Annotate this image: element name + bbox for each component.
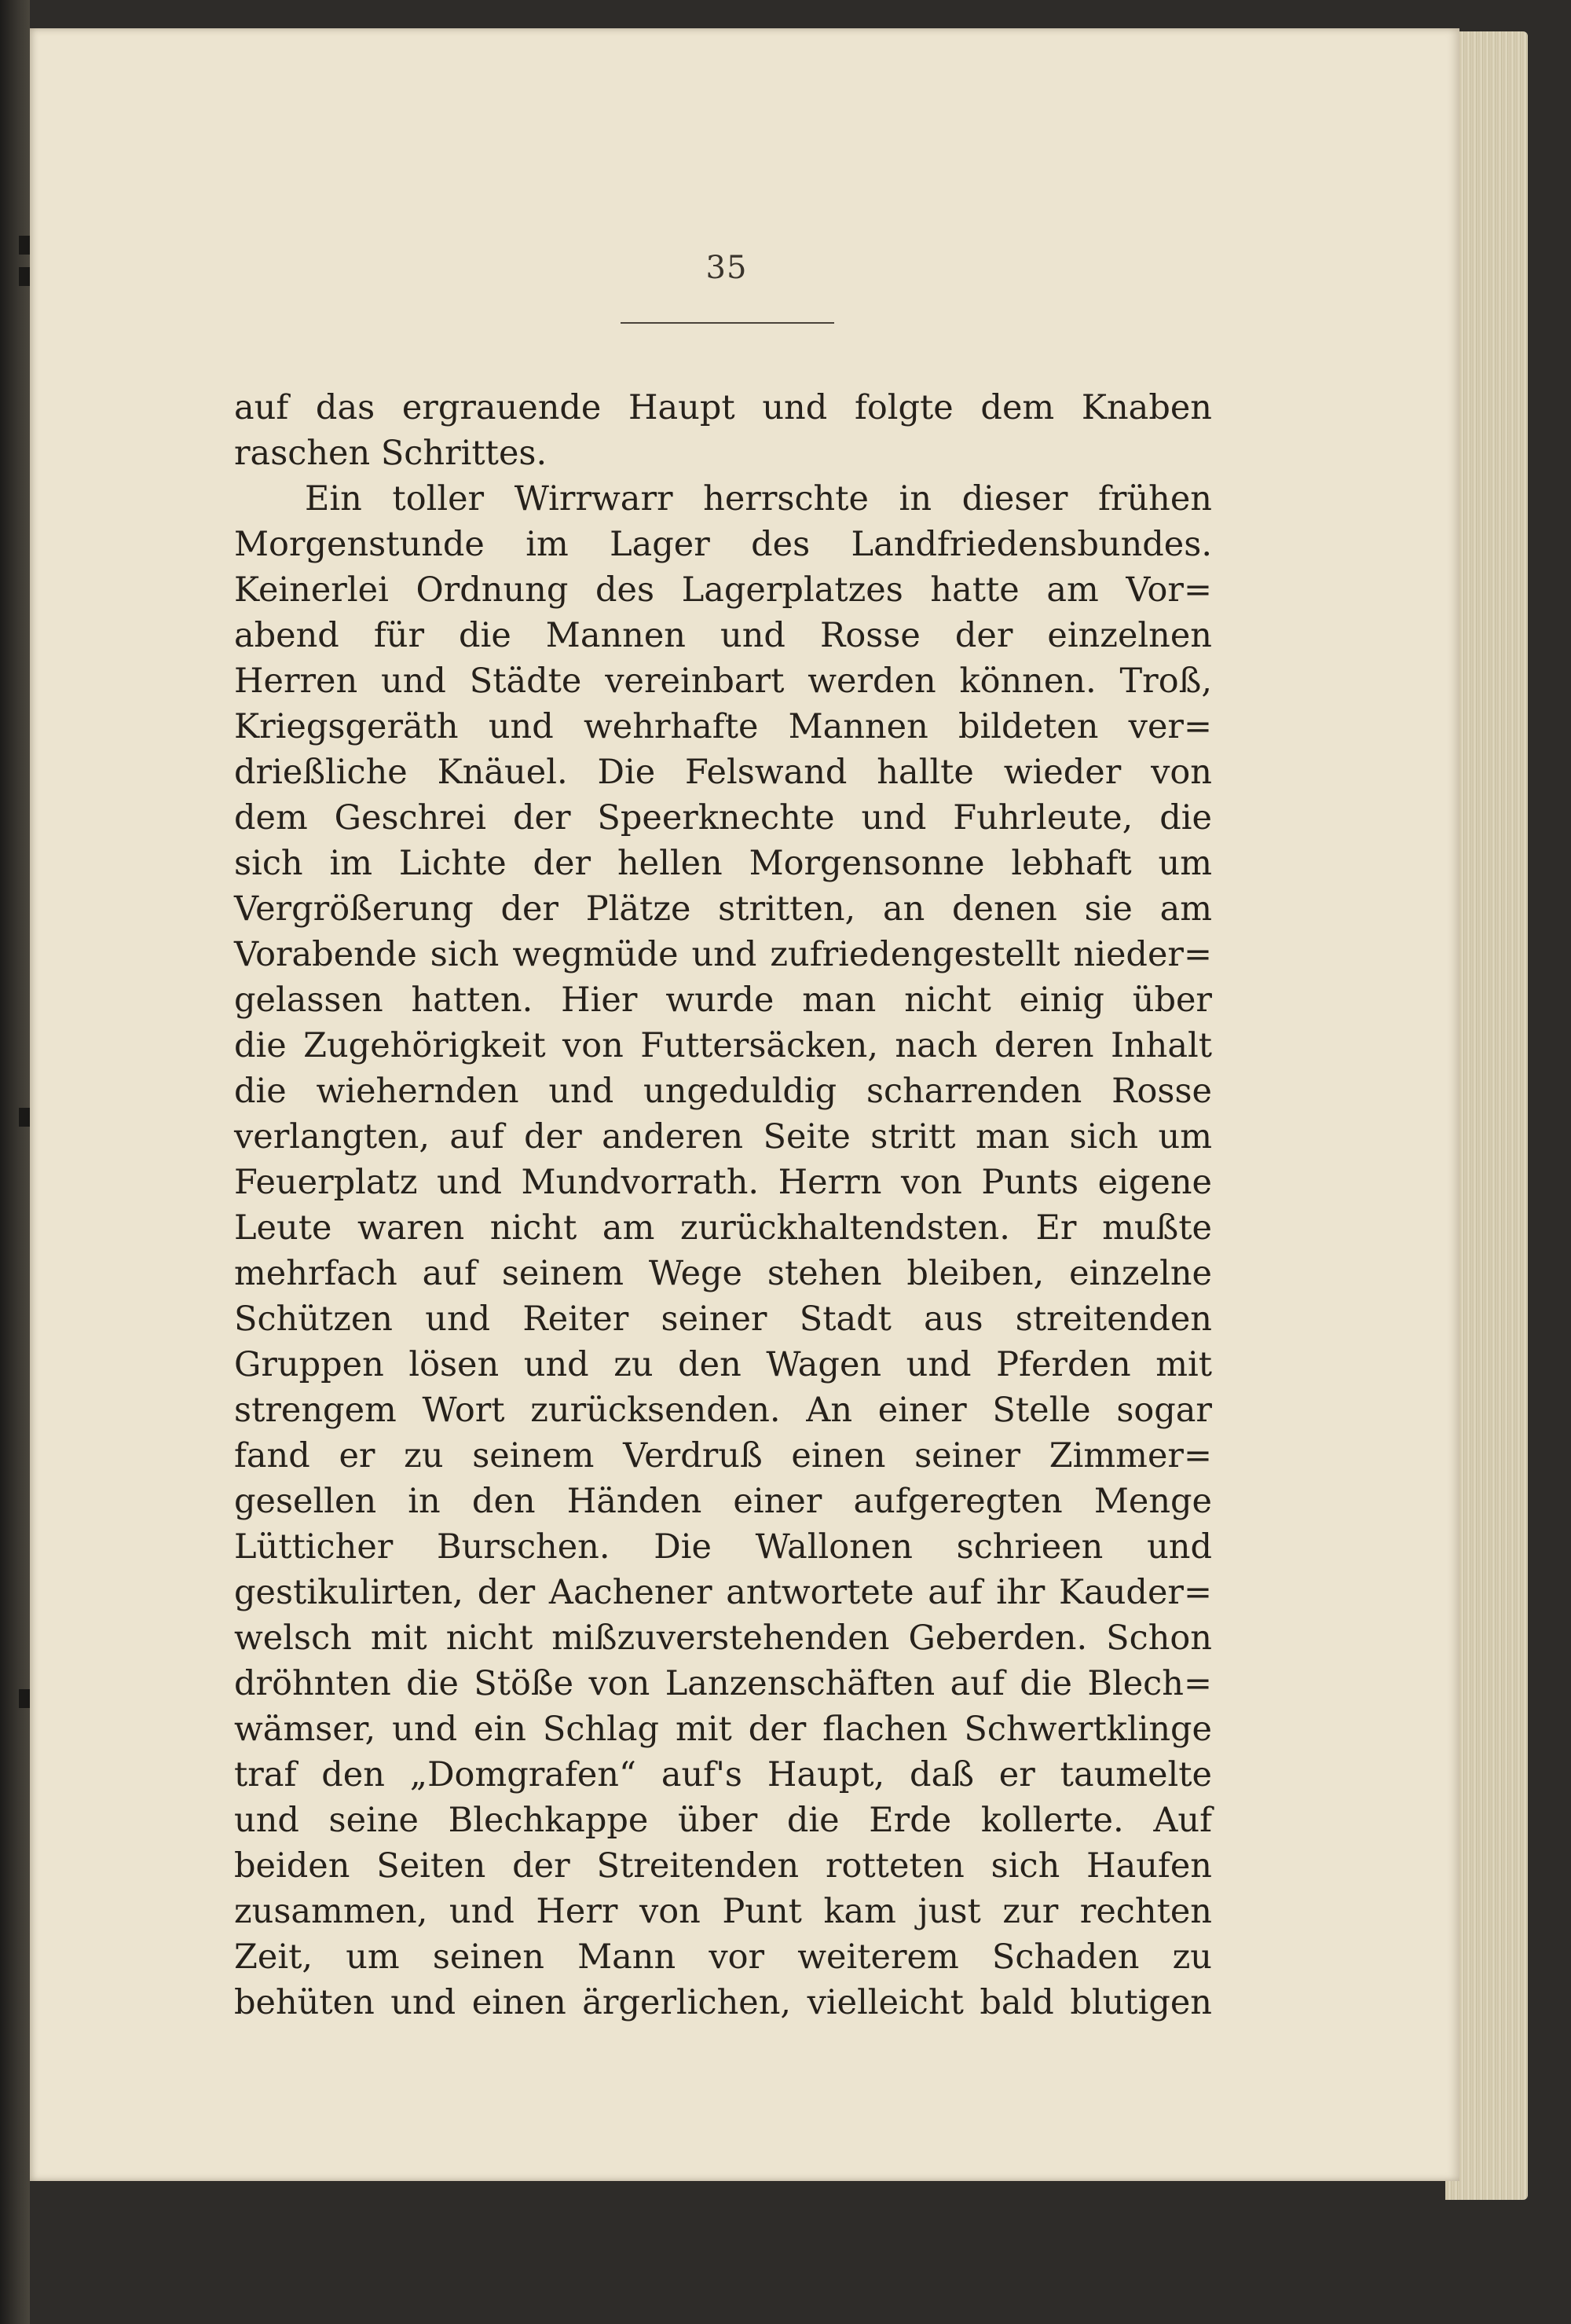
text-line: Zeit, um seinen Mann vor weiterem Schaden zu	[234, 1937, 1212, 1977]
body-text	[234, 385, 1212, 2025]
text-line: raschen Schrittes.	[234, 434, 547, 473]
text-line: dröhnten die Stöße von Lanzenschäften auf die Blech=	[234, 1664, 1212, 1703]
book-binding	[0, 0, 30, 2324]
text-line: gestikulirten, der Aachener antwortete auf ihr Kauder=	[234, 1573, 1212, 1612]
text-line: Schützen und Reiter seiner Stadt aus streitenden	[234, 1299, 1212, 1339]
text-line: Leute waren nicht am zurückhaltendsten. Er mußte	[234, 1208, 1212, 1248]
binding-tab	[19, 1689, 30, 1708]
text-line: drießliche Knäuel. Die Felswand hallte wieder von	[234, 753, 1212, 792]
text-line: beiden Seiten der Streitenden rotteten sich Haufen	[234, 1846, 1212, 1886]
binding-tab	[19, 236, 30, 255]
text-line: die Zugehörigkeit von Futtersäcken, nach deren Inhalt	[234, 1026, 1212, 1065]
text-line: verlangten, auf der anderen Seite stritt man sich um	[234, 1117, 1212, 1157]
text-line: die wiehernden und ungeduldig scharrenden Rosse	[234, 1072, 1212, 1111]
text-line: traf den „Domgrafen“ auf's Haupt, daß er taumelte	[234, 1755, 1212, 1794]
text-line: auf das ergrauende Haupt und folgte dem Knaben	[234, 388, 1212, 427]
binding-tab	[19, 267, 30, 286]
page-number: 35	[705, 250, 748, 286]
text-line: sich im Lichte der hellen Morgensonne lebhaft um	[234, 844, 1212, 883]
text-line: Ein toller Wirrwarr herrschte in dieser frühen	[305, 479, 1212, 519]
text-line: Lütticher Burschen. Die Wallonen schrieen und	[234, 1527, 1212, 1567]
text-line: Morgenstunde im Lager des Landfriedensbundes.	[234, 525, 1212, 564]
text-line: abend für die Mannen und Rosse der einzelnen	[234, 616, 1212, 655]
text-line: Gruppen lösen und zu den Wagen und Pferden mit	[234, 1345, 1212, 1384]
text-line: fand er zu seinem Verdruß einen seiner Zimmer=	[234, 1436, 1212, 1475]
text-line: welsch mit nicht mißzuverstehenden Geberden. Schon	[234, 1618, 1212, 1658]
text-line: mehrfach auf seinem Wege stehen bleiben, einzelne	[234, 1254, 1212, 1293]
text-line: behüten und einen ärgerlichen, vielleicht bald blutigen	[234, 1983, 1212, 2022]
text-line: und seine Blechkappe über die Erde kollerte. Auf	[234, 1801, 1212, 1840]
text-line: strengem Wort zurücksenden. An einer Stelle sogar	[234, 1391, 1212, 1430]
text-line: Herren und Städte vereinbart werden können. Troß,	[234, 662, 1212, 701]
text-line: Vergrößerung der Plätze stritten, an denen sie am	[234, 889, 1212, 929]
text-line: gelassen hatten. Hier wurde man nicht einig über	[234, 981, 1212, 1020]
text-line: gesellen in den Händen einer aufgeregten Menge	[234, 1482, 1212, 1521]
binding-tab	[19, 1108, 30, 1127]
text-line: wämser, und ein Schlag mit der flachen Schwertklinge	[234, 1710, 1212, 1749]
text-line: Vorabende sich wegmüde und zufriedengestellt nieder=	[234, 935, 1212, 974]
header-rule	[621, 322, 834, 324]
text-line: dem Geschrei der Speerknechte und Fuhrleute, die	[234, 798, 1212, 838]
book-page	[30, 28, 1459, 2181]
text-line: Keinerlei Ordnung des Lagerplatzes hatte am Vor=	[234, 570, 1212, 610]
text-line: zusammen, und Herr von Punt kam just zur rechten	[234, 1892, 1212, 1931]
text-line: Kriegsgeräth und wehrhafte Mannen bildeten ver=	[234, 707, 1212, 746]
text-line: Feuerplatz und Mundvorrath. Herrn von Punts eigene	[234, 1163, 1212, 1202]
